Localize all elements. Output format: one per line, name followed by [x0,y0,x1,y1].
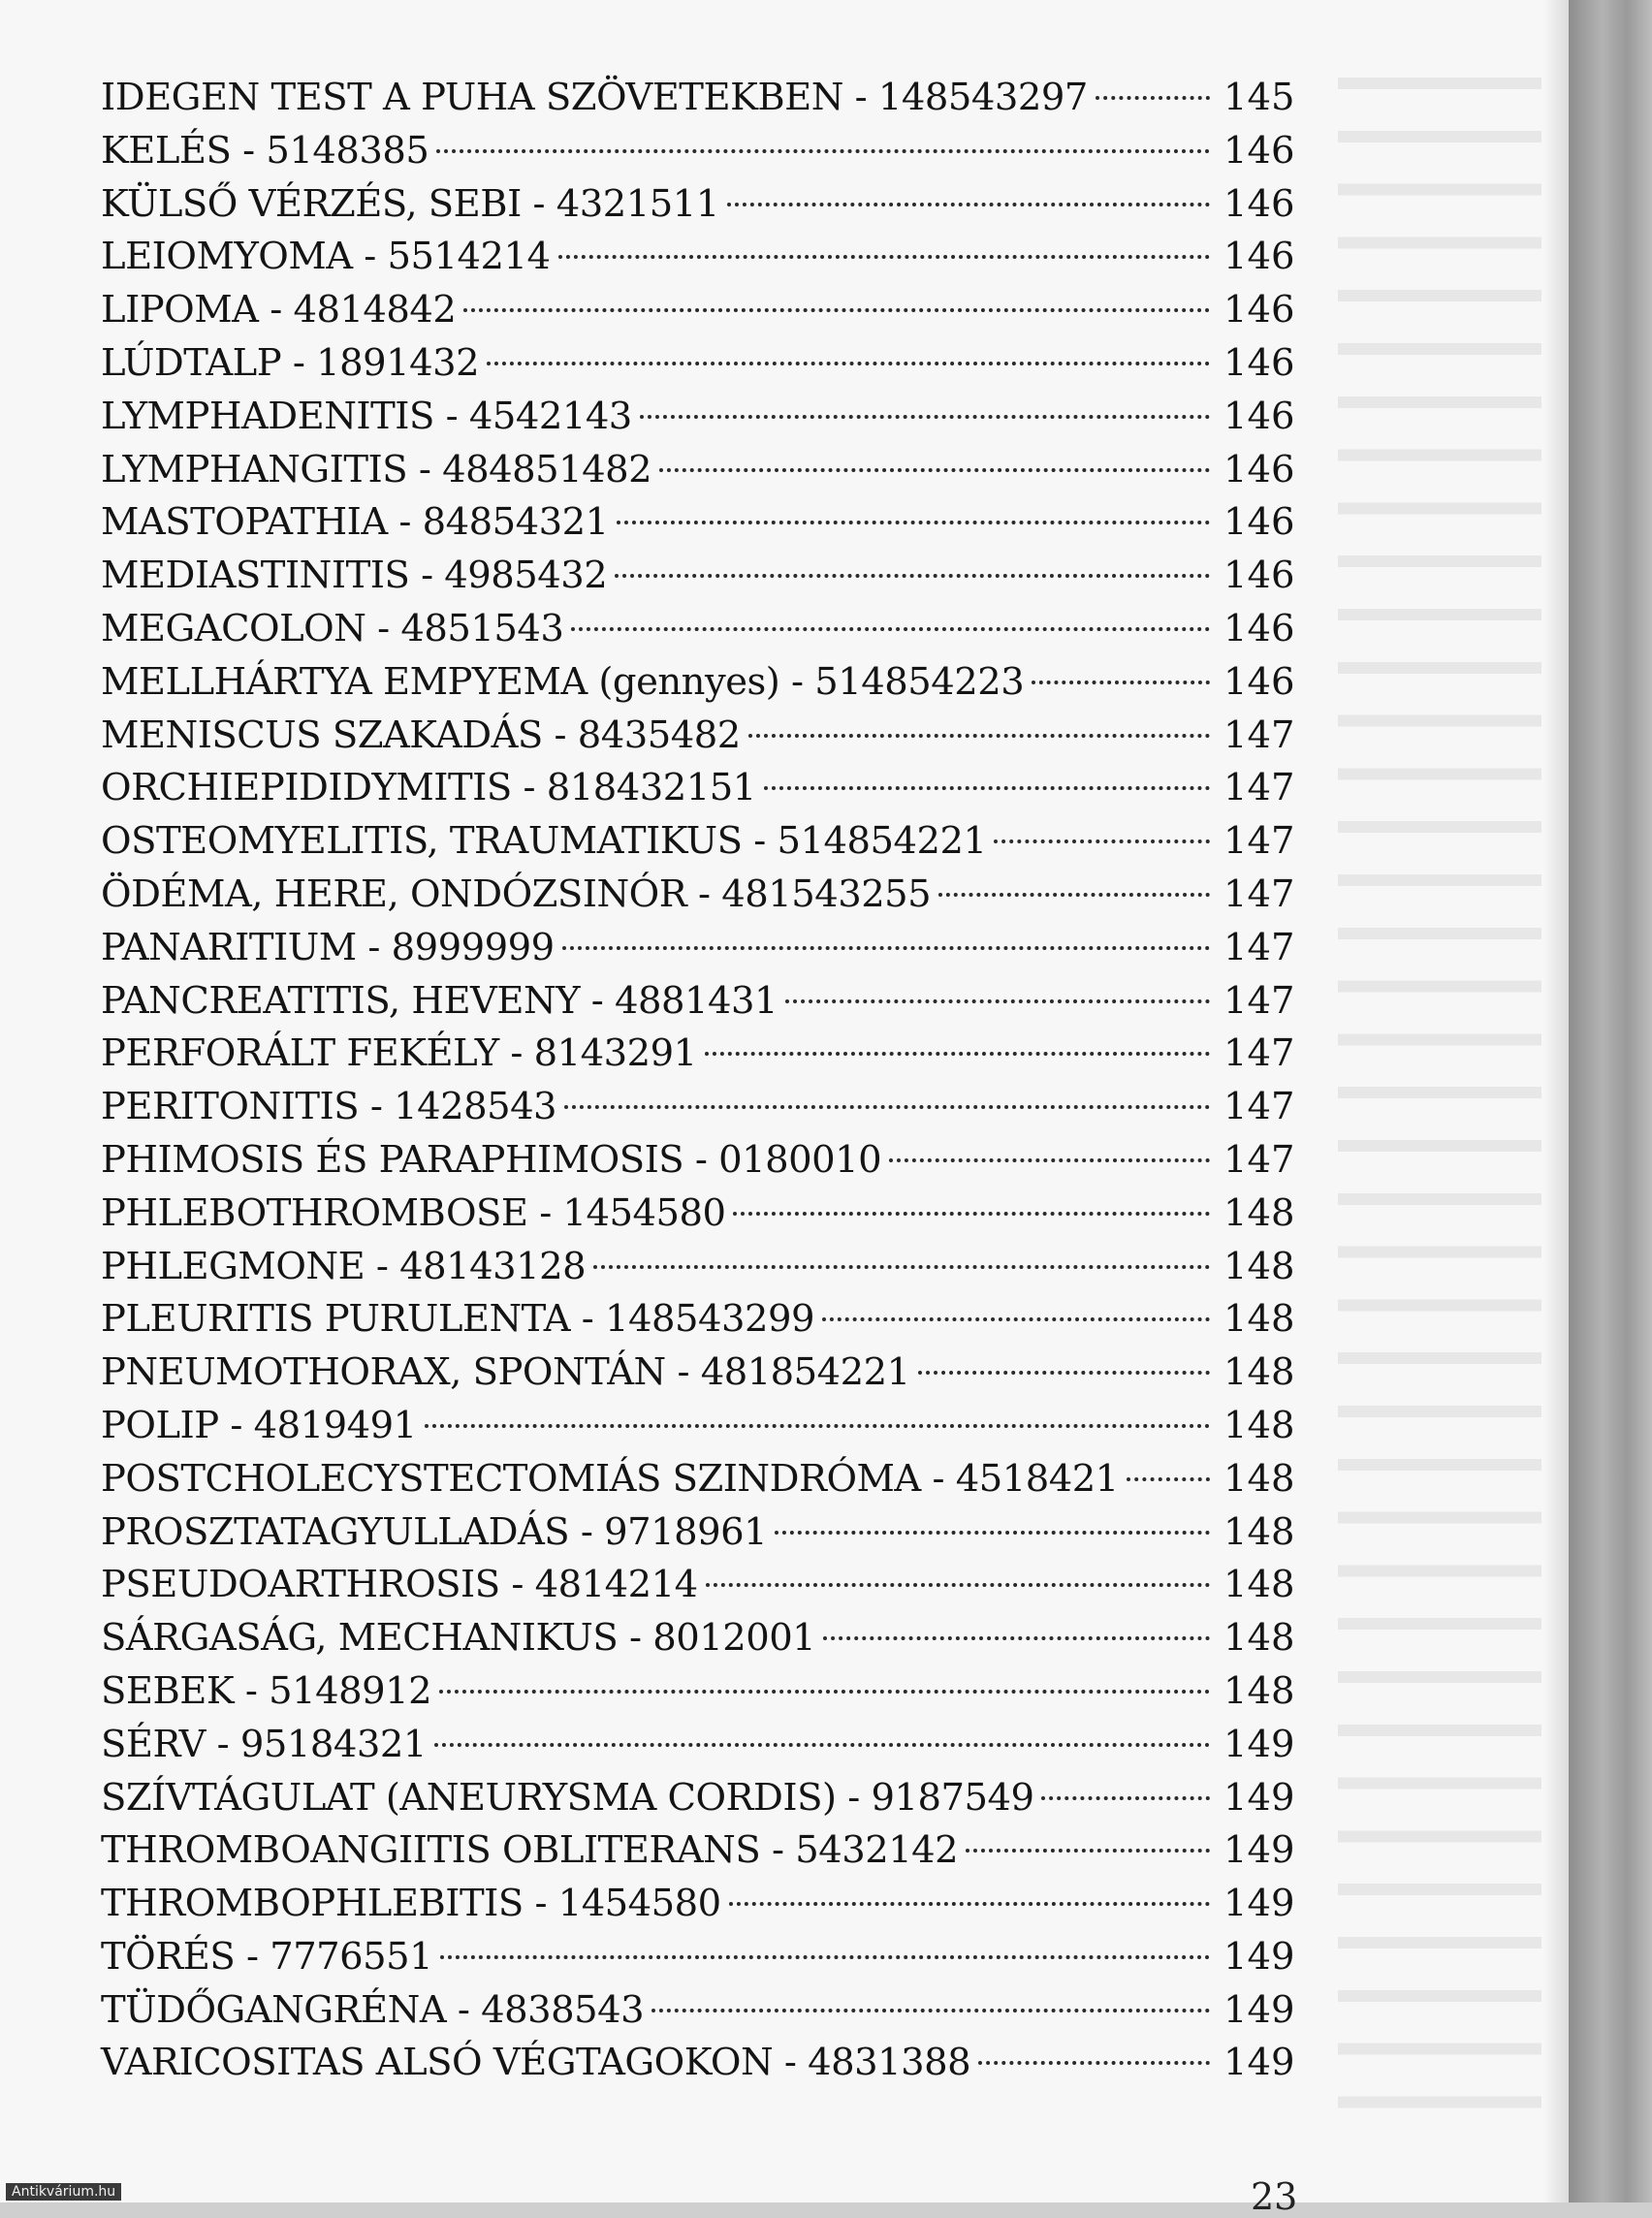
dot-leader [733,1212,1210,1216]
index-entry-term: LÚDTALP - 1891432 [101,340,480,385]
index-entry [101,815,1295,869]
dot-leader [1096,96,1210,100]
index-entry-term: PNEUMOTHORAX, SPONTÁN - 481854221 [101,1350,910,1395]
index-entry-term: SÉRV - 95184321 [101,1722,427,1766]
dot-leader [640,415,1210,419]
index-entry-term: KÜLSŐ VÉRZÉS, SEBI - 4321511 [101,181,719,226]
index-entry [101,603,1295,656]
dot-leader [439,1690,1210,1694]
dot-leader [659,468,1210,472]
index-entry-page: 147 [1223,978,1295,1023]
index-entry-term: THROMBOANGIITIS OBLITERANS - 5432142 [101,1828,959,1873]
index-entry [101,1028,1295,1081]
index-entry-term: PERITONITIS - 1428543 [101,1085,557,1129]
index-entry-page: 147 [1223,819,1295,864]
index-entry-page: 148 [1223,1668,1295,1713]
index-entry-term: PSEUDOARTHROSIS - 4814214 [101,1563,698,1607]
dot-leader [918,1371,1210,1375]
dot-leader [706,1583,1210,1587]
dot-leader [1032,681,1210,684]
index-entry-page: 148 [1223,1190,1295,1235]
dot-leader [748,734,1210,738]
index-entry-page: 146 [1223,659,1295,704]
index-entry [101,762,1295,815]
index-entry-term: PHIMOSIS ÉS PARAPHIMOSIS - 0180010 [101,1137,882,1182]
index-entry-term: MELLHÁRTYA EMPYEMA (gennyes) - 514854223 [101,659,1025,704]
dot-leader [487,362,1210,365]
index-entry-term: PLEURITIS PURULENTA - 148543299 [101,1297,815,1342]
index-entry [101,1878,1295,1931]
index-entry-term: THROMBOPHLEBITIS - 1454580 [101,1882,721,1926]
dot-leader [564,1105,1210,1109]
index-entry [101,72,1295,125]
dot-leader [764,786,1210,790]
dot-leader [558,255,1210,259]
index-entry [101,656,1295,710]
index-entry [101,1293,1295,1347]
dot-leader [562,946,1210,950]
dot-leader [571,627,1210,631]
index-entry-term: POSTCHOLECYSTECTOMIÁS SZINDRÓMA - 4518421 [101,1456,1119,1501]
index-entry-page: 149 [1223,1775,1295,1820]
dot-leader [729,1902,1210,1906]
index-entry-term: TÜDŐGANGRÉNA - 4838543 [101,1987,645,2032]
index-entry-page: 148 [1223,1616,1295,1661]
index-entry-page: 147 [1223,766,1295,810]
index-entry [101,284,1295,337]
index-entry-page: 149 [1223,2041,1295,2085]
dot-leader [1127,1477,1210,1481]
index-entry-term: PANARITIUM - 8999999 [101,925,555,969]
index-entry-page: 148 [1223,1244,1295,1288]
index-entry-page: 147 [1223,713,1295,757]
dot-leader [615,574,1210,578]
index-entry-page: 146 [1223,394,1295,438]
index-entry [101,231,1295,284]
dot-leader [436,149,1210,153]
index-entry-term: PHLEBOTHROMBOSE - 1454580 [101,1190,726,1235]
index-entry-term: POLIP - 4819491 [101,1403,417,1447]
index-entry [101,391,1295,444]
index-entry [101,1453,1295,1506]
index-entry-page: 146 [1223,554,1295,598]
index-entry-page: 146 [1223,447,1295,491]
index-entry [101,1719,1295,1772]
index-entry-page: 148 [1223,1297,1295,1342]
index-entry-term: ORCHIEPIDIDYMITIS - 818432151 [101,766,756,810]
index-entry [101,1081,1295,1134]
dot-leader [593,1265,1210,1269]
index-entry [101,1824,1295,1878]
dot-leader [463,308,1210,312]
index-entry [101,1612,1295,1665]
page-number: 23 [1251,2175,1298,2218]
dot-leader [1041,1796,1210,1800]
index-entry-term: PROSZTATAGYULLADÁS - 9718961 [101,1509,768,1554]
index-entry-page: 146 [1223,500,1295,545]
index-entry-term: SÁRGASÁG, MECHANIKUS - 8012001 [101,1616,816,1661]
index-entry-page: 148 [1223,1403,1295,1447]
index-list [101,72,1295,2090]
index-entry [101,1772,1295,1825]
dot-leader [440,1955,1210,1959]
index-entry [101,1984,1295,2038]
index-entry-page: 147 [1223,1137,1295,1182]
index-entry-page: 146 [1223,235,1295,279]
watermark-label: Antikvárium.hu [6,2183,121,2201]
index-entry [101,1400,1295,1453]
index-entry [101,125,1295,178]
index-entry-term: LYMPHADENITIS - 4542143 [101,394,632,438]
index-entry-page: 149 [1223,1882,1295,1926]
index-entry-page: 147 [1223,1031,1295,1076]
dot-leader [938,893,1210,897]
index-entry [101,1559,1295,1612]
dot-leader [823,1636,1210,1640]
index-entry [101,1665,1295,1719]
index-entry-term: MASTOPATHIA - 84854321 [101,500,609,545]
index-entry [101,922,1295,975]
index-entry-page: 149 [1223,1987,1295,2032]
index-entry-page: 146 [1223,181,1295,226]
index-entry [101,1188,1295,1241]
index-entry-page: 146 [1223,128,1295,173]
dot-leader [434,1743,1210,1747]
index-entry-page: 149 [1223,1934,1295,1979]
index-entry [101,2037,1295,2090]
book-binding [1569,0,1652,2202]
index-entry-term: LIPOMA - 4814842 [101,288,457,333]
index-entry-term: LYMPHANGITIS - 484851482 [101,447,652,491]
dot-leader [994,840,1210,843]
index-entry-page: 147 [1223,1085,1295,1129]
index-entry-page: 148 [1223,1509,1295,1554]
index-entry-page: 149 [1223,1722,1295,1766]
index-entry [101,496,1295,550]
index-entry-term: OSTEOMYELITIS, TRAUMATIKUS - 514854221 [101,819,987,864]
index-entry-page: 146 [1223,288,1295,333]
index-entry-term: ÖDÉMA, HERE, ONDÓZSINÓR - 481543255 [101,871,932,916]
dot-leader [785,999,1210,1003]
index-entry-term: VARICOSITAS ALSÓ VÉGTAGOKON - 4831388 [101,2041,971,2085]
index-entry [101,178,1295,232]
index-entry [101,444,1295,497]
dot-leader [705,1052,1210,1056]
dot-leader [775,1531,1210,1535]
index-entry-page: 145 [1223,76,1295,119]
dot-leader [651,2009,1210,2012]
index-entry-term: PHLEGMONE - 48143128 [101,1244,587,1288]
index-entry-term: MEGACOLON - 4851543 [101,606,564,650]
index-entry [101,1347,1295,1400]
index-entry [101,710,1295,763]
dot-leader [822,1317,1210,1321]
index-entry [101,337,1295,391]
dot-leader [727,203,1210,206]
index-entry-page: 146 [1223,606,1295,650]
index-entry-term: PANCREATITIS, HEVENY - 4881431 [101,978,778,1023]
index-entry-page: 149 [1223,1828,1295,1873]
index-entry-term: LEIOMYOMA - 5514214 [101,235,551,279]
dot-leader [889,1158,1210,1162]
index-entry [101,550,1295,603]
index-entry [101,1506,1295,1560]
index-entry [101,975,1295,1029]
dot-leader [978,2061,1210,2065]
index-entry-term: IDEGEN TEST A PUHA SZÖVETEKBEN - 148543297 [101,76,1088,119]
index-entry-term: PERFORÁLT FEKÉLY - 8143291 [101,1031,697,1076]
index-entry-term: SEBEK - 5148912 [101,1668,432,1713]
index-entry-page: 147 [1223,925,1295,969]
dot-leader [425,1424,1210,1428]
index-entry-term: MENISCUS SZAKADÁS - 8435482 [101,713,741,757]
index-entry-page: 148 [1223,1563,1295,1607]
index-entry [101,1931,1295,1984]
index-entry [101,1241,1295,1294]
index-entry [101,1134,1295,1188]
index-entry-page: 146 [1223,340,1295,385]
index-entry-term: KELÉS - 5148385 [101,128,429,173]
index-entry-page: 148 [1223,1350,1295,1395]
show-through-text [1338,58,1541,2133]
index-entry-term: TÖRÉS - 7776551 [101,1934,433,1979]
index-entry-page: 148 [1223,1456,1295,1501]
index-entry-term: SZÍVTÁGULAT (ANEURYSMA CORDIS) - 9187549 [101,1775,1034,1820]
gutter-shadow [1543,0,1569,2202]
index-entry [101,869,1295,922]
dot-leader [617,521,1210,524]
index-entry-term: MEDIASTINITIS - 4985432 [101,554,608,598]
dot-leader [966,1849,1210,1853]
index-entry-page: 147 [1223,871,1295,916]
